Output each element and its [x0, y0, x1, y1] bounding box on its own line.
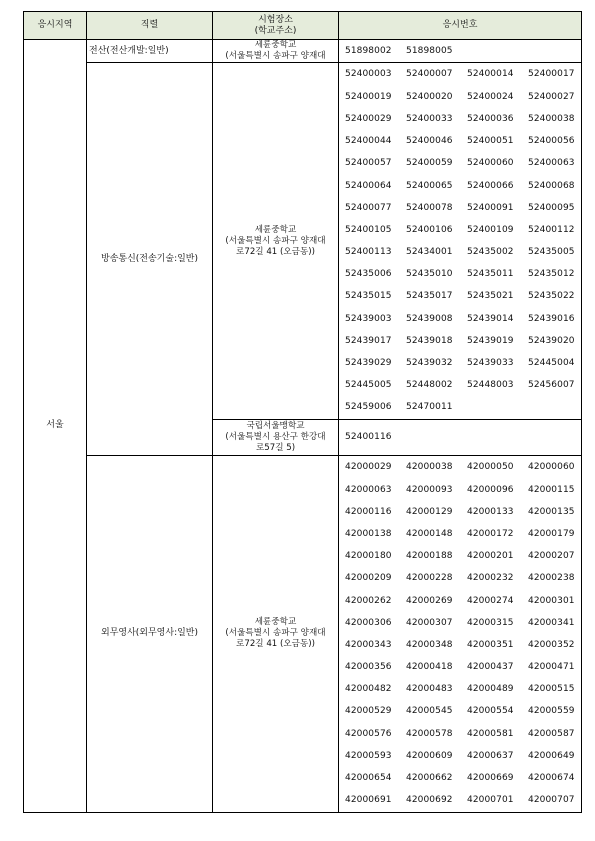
exam-number: 52435022 [528, 291, 575, 302]
exam-number: 52400038 [528, 113, 575, 124]
exam-number: 42000692 [406, 795, 453, 806]
exam-number: 42000207 [528, 551, 575, 562]
numbers-cell [339, 420, 582, 456]
site-line: (서울특별시 송파구 양재대 [225, 628, 326, 639]
site-line: 로72길 41 (오금동)) [236, 246, 315, 257]
exam-number: 52400007 [406, 69, 453, 80]
exam-number: 42000228 [406, 573, 453, 584]
exam-number: 42000307 [406, 617, 453, 628]
number-row [345, 197, 581, 219]
number-row [345, 397, 581, 419]
exam-number: 52439008 [406, 313, 453, 324]
header-job: 직렬 [87, 12, 213, 40]
region-cell: 서울 [24, 40, 87, 813]
number-row [345, 634, 581, 656]
exam-number: 42000138 [345, 528, 392, 539]
exam-number: 42000529 [345, 706, 392, 717]
number-row [345, 426, 581, 449]
exam-number: 42000135 [528, 506, 575, 517]
number-row [345, 131, 581, 153]
exam-number: 42000637 [467, 750, 514, 761]
exam-number: 52435017 [406, 291, 453, 302]
number-row [345, 108, 581, 130]
exam-number: 52400065 [406, 180, 453, 191]
exam-number: 42000352 [528, 639, 575, 650]
exam-number: 52439029 [345, 358, 392, 369]
site-cell [213, 456, 339, 813]
exam-number: 52400105 [345, 224, 392, 235]
exam-number: 52470011 [406, 402, 453, 413]
exam-number: 42000096 [467, 484, 514, 495]
exam-number: 42000274 [467, 595, 514, 606]
exam-number: 42000180 [345, 551, 392, 562]
exam-number: 42000489 [467, 684, 514, 695]
site-line: 세륜중학교 [254, 224, 297, 235]
exam-number: 42000559 [528, 706, 575, 717]
exam-number: 42000418 [406, 662, 453, 673]
number-row [345, 767, 581, 789]
number-row [345, 657, 581, 679]
exam-number: 42000691 [345, 795, 392, 806]
exam-number: 42000148 [406, 528, 453, 539]
number-row [345, 308, 581, 330]
numbers-cell [339, 63, 582, 420]
exam-number: 42000471 [528, 662, 575, 673]
exam-number: 42000201 [467, 551, 514, 562]
number-row [345, 40, 581, 62]
exam-number: 52400059 [406, 158, 453, 169]
exam-number: 52445004 [528, 358, 575, 369]
number-row [345, 219, 581, 241]
number-row [345, 701, 581, 723]
number-row [345, 175, 581, 197]
exam-number: 51898005 [406, 45, 453, 56]
exam-number: 52400051 [467, 136, 514, 147]
site-line: 국립서울맹학교 [246, 421, 305, 431]
header-site [213, 12, 339, 40]
exam-number: 42000348 [406, 639, 453, 650]
exam-number: 52400116 [345, 432, 392, 442]
number-row [345, 546, 581, 568]
header-site-title: 시험장소 [258, 14, 293, 25]
exam-number: 42000116 [345, 506, 392, 517]
exam-number: 42000669 [467, 773, 514, 784]
exam-number: 52400003 [345, 69, 392, 80]
header-numbers: 응시번호 [339, 12, 582, 40]
exam-number: 42000188 [406, 551, 453, 562]
exam-number: 52439003 [345, 313, 392, 324]
exam-number: 42000674 [528, 773, 575, 784]
exam-number: 52400066 [467, 180, 514, 191]
exam-number: 52400057 [345, 158, 392, 169]
exam-number: 42000578 [406, 728, 453, 739]
number-row [345, 745, 581, 767]
exam-number: 52400036 [467, 113, 514, 124]
exam-number: 42000115 [528, 484, 575, 495]
exam-number: 42000707 [528, 795, 575, 806]
exam-number: 52456007 [528, 380, 575, 391]
exam-number: 52400078 [406, 202, 453, 213]
exam-number: 42000587 [528, 728, 575, 739]
exam-number: 42000515 [528, 684, 575, 695]
exam-number: 42000482 [345, 684, 392, 695]
table-row [24, 456, 582, 813]
exam-number: 52435021 [467, 291, 514, 302]
site-line: 로72길 41 (오금동)) [236, 639, 315, 650]
number-row [345, 86, 581, 108]
number-row [345, 63, 581, 86]
header-site-sub: (학교주소) [254, 25, 297, 36]
exam-number: 52400113 [345, 247, 392, 258]
numbers-cell [339, 456, 582, 813]
exam-number: 42000341 [528, 617, 575, 628]
site-cell [213, 40, 339, 63]
exam-number: 52400014 [467, 69, 514, 80]
exam-number: 52400024 [467, 91, 514, 102]
exam-number: 42000179 [528, 528, 575, 539]
exam-number: 42000654 [345, 773, 392, 784]
exam-number: 52400064 [345, 180, 392, 191]
number-row [345, 501, 581, 523]
exam-number: 42000262 [345, 595, 392, 606]
exam-number: 52400046 [406, 136, 453, 147]
site-line: 세륜중학교 [254, 40, 297, 51]
exam-number: 52400091 [467, 202, 514, 213]
exam-number: 42000301 [528, 595, 575, 606]
exam-number: 42000662 [406, 773, 453, 784]
exam-number: 42000172 [467, 528, 514, 539]
exam-number: 52435010 [406, 269, 453, 280]
table-row [24, 40, 582, 63]
exam-number: 42000437 [467, 662, 514, 673]
exam-number: 52439019 [467, 335, 514, 346]
exam-number: 42000483 [406, 684, 453, 695]
exam-number: 42000038 [406, 462, 453, 472]
numbers-cell [339, 40, 582, 63]
exam-number: 42000581 [467, 728, 514, 739]
site-cell [213, 63, 339, 420]
exam-number: 52400017 [528, 69, 575, 80]
exam-number: 52400027 [528, 91, 575, 102]
exam-number: 52400020 [406, 91, 453, 102]
exam-number: 52439033 [467, 358, 514, 369]
exam-number: 42000093 [406, 484, 453, 495]
number-row [345, 375, 581, 397]
exam-number: 52400109 [467, 224, 514, 235]
exam-number: 52439016 [528, 313, 575, 324]
site-line: (서울특별시 송파구 양재대 [225, 51, 326, 62]
site-line: 로57길 5) [255, 443, 296, 453]
exam-number: 42000238 [528, 573, 575, 584]
site-line: 세륜중학교 [254, 617, 297, 628]
number-row [345, 723, 581, 745]
exam-number: 52400033 [406, 113, 453, 124]
exam-number: 42000209 [345, 573, 392, 584]
exam-number: 52445005 [345, 380, 392, 391]
exam-number: 52435002 [467, 247, 514, 258]
exam-number: 51898002 [345, 45, 392, 56]
exam-number: 42000050 [467, 462, 514, 472]
exam-number: 42000576 [345, 728, 392, 739]
exam-number: 52400077 [345, 202, 392, 213]
exam-number: 52435006 [345, 269, 392, 280]
exam-number: 42000060 [528, 462, 575, 472]
exam-number: 52400019 [345, 91, 392, 102]
job-cell: 전산(전산개발:일반) [87, 40, 213, 63]
exam-number: 52400068 [528, 180, 575, 191]
job-cell: 외무영사(외무영사:일반) [87, 456, 213, 813]
exam-number: 52435012 [528, 269, 575, 280]
exam-number: 42000545 [406, 706, 453, 717]
exam-number: 42000063 [345, 484, 392, 495]
exam-number: 52439014 [467, 313, 514, 324]
number-row [345, 286, 581, 308]
exam-number: 52434001 [406, 247, 453, 258]
site-line: (서울특별시 용산구 한강대 [225, 432, 326, 442]
number-row [345, 264, 581, 286]
exam-number: 52459006 [345, 402, 392, 413]
number-row [345, 612, 581, 634]
number-row [345, 242, 581, 264]
exam-number: 42000269 [406, 595, 453, 606]
header-region: 응시지역 [24, 12, 87, 40]
number-row [345, 456, 581, 479]
exam-number: 42000029 [345, 462, 392, 472]
number-row [345, 352, 581, 374]
exam-number: 42000129 [406, 506, 453, 517]
exam-number: 52400106 [406, 224, 453, 235]
exam-number: 52439020 [528, 335, 575, 346]
exam-number: 52448002 [406, 380, 453, 391]
exam-number: 52400112 [528, 224, 575, 235]
exam-number: 42000315 [467, 617, 514, 628]
exam-number: 52448003 [467, 380, 514, 391]
exam-number: 42000343 [345, 639, 392, 650]
number-row [345, 330, 581, 352]
table-row [24, 63, 582, 420]
number-row [345, 679, 581, 701]
exam-number: 52435011 [467, 269, 514, 280]
exam-number: 42000232 [467, 573, 514, 584]
exam-number: 42000133 [467, 506, 514, 517]
job-cell: 방송통신(전송기술:일반) [87, 63, 213, 456]
exam-number: 42000609 [406, 750, 453, 761]
number-row [345, 568, 581, 590]
number-row [345, 479, 581, 501]
site-line: (서울특별시 송파구 양재대 [225, 235, 326, 246]
exam-number: 52400063 [528, 158, 575, 169]
exam-number: 52435005 [528, 247, 575, 258]
number-row [345, 153, 581, 175]
number-row [345, 523, 581, 545]
exam-number: 42000351 [467, 639, 514, 650]
exam-number: 42000554 [467, 706, 514, 717]
exam-number: 52400060 [467, 158, 514, 169]
exam-number: 52435015 [345, 291, 392, 302]
exam-number: 42000701 [467, 795, 514, 806]
exam-number: 52400056 [528, 136, 575, 147]
exam-number: 42000356 [345, 662, 392, 673]
header-row [24, 12, 582, 40]
exam-number: 52439017 [345, 335, 392, 346]
exam-number: 42000649 [528, 750, 575, 761]
number-row [345, 590, 581, 612]
exam-site-table [23, 11, 582, 813]
exam-number: 52400044 [345, 136, 392, 147]
exam-number: 52439018 [406, 335, 453, 346]
number-row [345, 790, 581, 812]
exam-number: 52439032 [406, 358, 453, 369]
site-cell [213, 420, 339, 456]
exam-number: 52400029 [345, 113, 392, 124]
exam-number: 42000306 [345, 617, 392, 628]
exam-number: 42000593 [345, 750, 392, 761]
exam-number: 52400095 [528, 202, 575, 213]
